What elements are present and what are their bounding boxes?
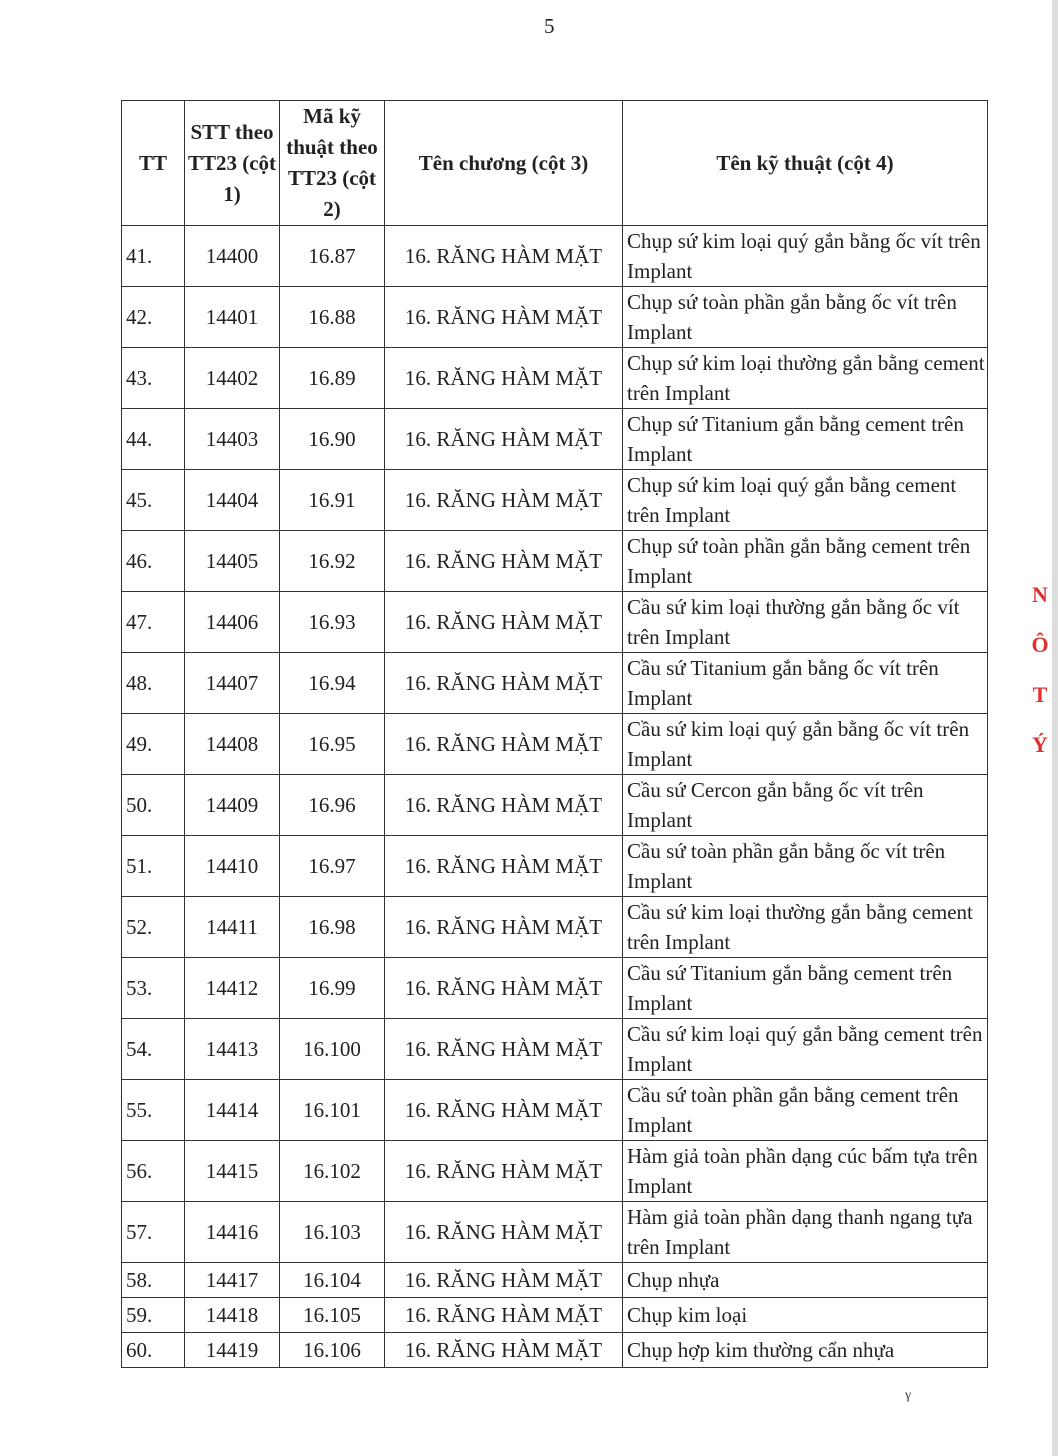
- table-row: [122, 592, 988, 653]
- row-code: 16.104: [280, 1263, 385, 1298]
- row-stt: 14417: [185, 1263, 280, 1298]
- header-chapter: Tên chương (cột 3): [385, 101, 623, 226]
- table-row: [122, 1333, 988, 1368]
- row-chapter: 16. RĂNG HÀM MẶT: [385, 287, 623, 348]
- row-code: 16.100: [280, 1019, 385, 1080]
- row-code: 16.105: [280, 1298, 385, 1333]
- row-technique: Chụp kim loại: [623, 1298, 988, 1333]
- row-chapter: 16. RĂNG HÀM MẶT: [385, 1333, 623, 1368]
- row-stt: 14415: [185, 1141, 280, 1202]
- row-stt: 14412: [185, 958, 280, 1019]
- row-code: 16.95: [280, 714, 385, 775]
- row-tt: 44.: [122, 409, 185, 470]
- row-tt: 43.: [122, 348, 185, 409]
- row-tt: 49.: [122, 714, 185, 775]
- row-technique: Hàm giả toàn phần dạng cúc bấm tựa trên Implant: [623, 1141, 988, 1202]
- row-chapter: 16. RĂNG HÀM MẶT: [385, 1080, 623, 1141]
- row-tt: 48.: [122, 653, 185, 714]
- header-stt: STT theo TT23 (cột 1): [185, 101, 280, 226]
- row-technique: Cầu sứ kim loại quý gắn bằng ốc vít trên Implant: [623, 714, 988, 775]
- procedure-table: [121, 100, 988, 1368]
- row-stt: 14401: [185, 287, 280, 348]
- table-row: [122, 226, 988, 287]
- row-technique: Cầu sứ kim loại thường gắn bằng ốc vít trên Implant: [623, 592, 988, 653]
- row-chapter: 16. RĂNG HÀM MẶT: [385, 531, 623, 592]
- initial-mark: ᵞ: [905, 1385, 911, 1410]
- row-stt: 14405: [185, 531, 280, 592]
- row-technique: Chụp sứ kim loại quý gắn bằng cement trên Implant: [623, 470, 988, 531]
- table-header: [122, 101, 988, 226]
- row-tt: 58.: [122, 1263, 185, 1298]
- row-tt: 47.: [122, 592, 185, 653]
- row-code: 16.97: [280, 836, 385, 897]
- row-tt: 53.: [122, 958, 185, 1019]
- row-chapter: 16. RĂNG HÀM MẶT: [385, 470, 623, 531]
- row-stt: 14410: [185, 836, 280, 897]
- table-row: [122, 836, 988, 897]
- table-row: [122, 1263, 988, 1298]
- row-code: 16.93: [280, 592, 385, 653]
- row-stt: 14418: [185, 1298, 280, 1333]
- row-code: 16.90: [280, 409, 385, 470]
- table-row: [122, 1019, 988, 1080]
- row-technique: Cầu sứ Titanium gắn bằng cement trên Implant: [623, 958, 988, 1019]
- side-stamp-fragment: N Ô T Ý: [1031, 582, 1049, 757]
- row-stt: 14413: [185, 1019, 280, 1080]
- row-chapter: 16. RĂNG HÀM MẶT: [385, 592, 623, 653]
- row-technique: Chụp sứ toàn phần gắn bằng ốc vít trên Implant: [623, 287, 988, 348]
- row-tt: 51.: [122, 836, 185, 897]
- row-tt: 46.: [122, 531, 185, 592]
- scan-edge: [1052, 0, 1058, 1456]
- row-code: 16.92: [280, 531, 385, 592]
- row-chapter: 16. RĂNG HÀM MẶT: [385, 1202, 623, 1263]
- row-code: 16.91: [280, 470, 385, 531]
- row-tt: 55.: [122, 1080, 185, 1141]
- row-technique: Cầu sứ toàn phần gắn bằng cement trên Implant: [623, 1080, 988, 1141]
- row-tt: 41.: [122, 226, 185, 287]
- header-ma: Mã kỹ thuật theo TT23 (cột 2): [280, 101, 385, 226]
- row-chapter: 16. RĂNG HÀM MẶT: [385, 409, 623, 470]
- table-row: [122, 958, 988, 1019]
- table-row: [122, 409, 988, 470]
- header-tt: TT: [122, 101, 185, 226]
- row-stt: 14414: [185, 1080, 280, 1141]
- row-tt: 42.: [122, 287, 185, 348]
- table-row: [122, 470, 988, 531]
- row-stt: 14404: [185, 470, 280, 531]
- row-chapter: 16. RĂNG HÀM MẶT: [385, 1263, 623, 1298]
- row-tt: 54.: [122, 1019, 185, 1080]
- row-code: 16.103: [280, 1202, 385, 1263]
- row-stt: 14400: [185, 226, 280, 287]
- row-code: 16.101: [280, 1080, 385, 1141]
- row-stt: 14407: [185, 653, 280, 714]
- row-chapter: 16. RĂNG HÀM MẶT: [385, 1141, 623, 1202]
- row-tt: 60.: [122, 1333, 185, 1368]
- row-code: 16.102: [280, 1141, 385, 1202]
- table-row: [122, 531, 988, 592]
- table-row: [122, 1202, 988, 1263]
- row-technique: Cầu sứ kim loại quý gắn bằng cement trên Implant: [623, 1019, 988, 1080]
- row-tt: 59.: [122, 1298, 185, 1333]
- row-tt: 57.: [122, 1202, 185, 1263]
- table-row: [122, 775, 988, 836]
- row-chapter: 16. RĂNG HÀM MẶT: [385, 653, 623, 714]
- header-technique: Tên kỹ thuật (cột 4): [623, 101, 988, 226]
- row-stt: 14402: [185, 348, 280, 409]
- row-technique: Cầu sứ Cercon gắn bằng ốc vít trên Implant: [623, 775, 988, 836]
- row-chapter: 16. RĂNG HÀM MẶT: [385, 348, 623, 409]
- row-tt: 45.: [122, 470, 185, 531]
- row-technique: Chụp sứ kim loại thường gắn bằng cement trên Implant: [623, 348, 988, 409]
- row-technique: Hàm giả toàn phần dạng thanh ngang tựa trên Implant: [623, 1202, 988, 1263]
- row-stt: 14409: [185, 775, 280, 836]
- row-code: 16.94: [280, 653, 385, 714]
- row-stt: 14419: [185, 1333, 280, 1368]
- row-chapter: 16. RĂNG HÀM MẶT: [385, 775, 623, 836]
- row-chapter: 16. RĂNG HÀM MẶT: [385, 897, 623, 958]
- table-row: [122, 653, 988, 714]
- row-code: 16.106: [280, 1333, 385, 1368]
- row-technique: Chụp hợp kim thường cẩn nhựa: [623, 1333, 988, 1368]
- row-code: 16.88: [280, 287, 385, 348]
- row-code: 16.99: [280, 958, 385, 1019]
- table-row: [122, 1298, 988, 1333]
- row-technique: Chụp sứ toàn phần gắn bằng cement trên Implant: [623, 531, 988, 592]
- row-chapter: 16. RĂNG HÀM MẶT: [385, 226, 623, 287]
- row-technique: Cầu sứ toàn phần gắn bằng ốc vít trên Implant: [623, 836, 988, 897]
- table-row: [122, 897, 988, 958]
- row-stt: 14403: [185, 409, 280, 470]
- table-row: [122, 1141, 988, 1202]
- table-row: [122, 287, 988, 348]
- row-technique: Cầu sứ Titanium gắn bằng ốc vít trên Implant: [623, 653, 988, 714]
- table-row: [122, 348, 988, 409]
- row-stt: 14416: [185, 1202, 280, 1263]
- row-stt: 14406: [185, 592, 280, 653]
- row-tt: 52.: [122, 897, 185, 958]
- row-code: 16.98: [280, 897, 385, 958]
- row-stt: 14411: [185, 897, 280, 958]
- row-chapter: 16. RĂNG HÀM MẶT: [385, 714, 623, 775]
- row-chapter: 16. RĂNG HÀM MẶT: [385, 1019, 623, 1080]
- row-code: 16.87: [280, 226, 385, 287]
- row-code: 16.89: [280, 348, 385, 409]
- row-tt: 50.: [122, 775, 185, 836]
- row-technique: Cầu sứ kim loại thường gắn bằng cement trên Implant: [623, 897, 988, 958]
- row-stt: 14408: [185, 714, 280, 775]
- row-tt: 56.: [122, 1141, 185, 1202]
- row-technique: Chụp sứ kim loại quý gắn bằng ốc vít trên Implant: [623, 226, 988, 287]
- row-chapter: 16. RĂNG HÀM MẶT: [385, 836, 623, 897]
- row-chapter: 16. RĂNG HÀM MẶT: [385, 958, 623, 1019]
- page-number: 5: [544, 14, 555, 38]
- row-code: 16.96: [280, 775, 385, 836]
- table-row: [122, 714, 988, 775]
- table-row: [122, 1080, 988, 1141]
- row-chapter: 16. RĂNG HÀM MẶT: [385, 1298, 623, 1333]
- row-technique: Chụp sứ Titanium gắn bằng cement trên Implant: [623, 409, 988, 470]
- row-technique: Chụp nhựa: [623, 1263, 988, 1298]
